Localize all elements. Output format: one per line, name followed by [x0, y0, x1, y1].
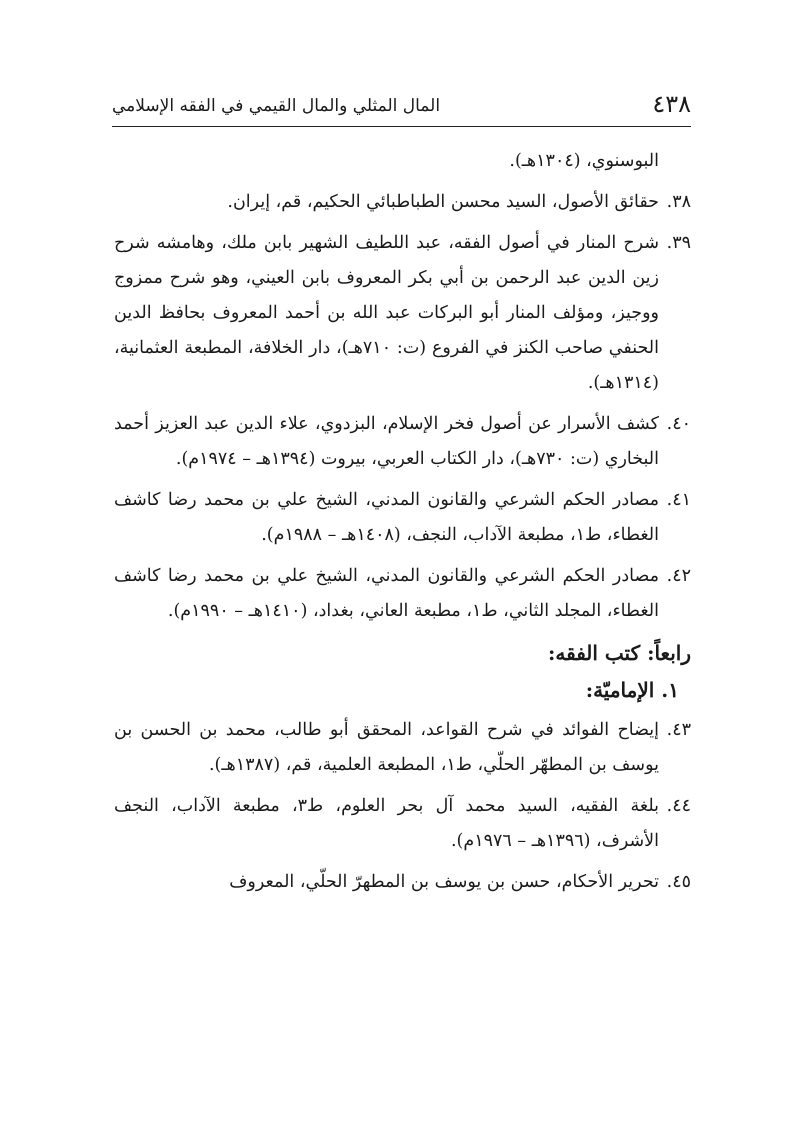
entry-number: ٣٨.	[666, 192, 691, 212]
entry-number: ٤٤.	[666, 796, 691, 816]
page-number: ٤٣٨	[652, 90, 691, 118]
running-title: المال المثلي والمال القيمي في الفقه الإسلامي	[112, 96, 441, 116]
entry-number: ٤٣.	[666, 720, 691, 740]
entry-text: حقائق الأصول، السيد محسن الطباطبائي الحكيم، قم، إيران.	[227, 192, 659, 212]
bibliography-entry	[114, 789, 691, 859]
continuation-text: البوسنوي، (١٣٠٤هـ).	[509, 151, 659, 171]
entry-text: مصادر الحكم الشرعي والقانون المدني، الشيخ علي بن محمد رضا كاشف الغطاء، ط١، مطبعة الآداب، النجف، (١٤٠٨هـ – ١٩٨٨م).	[114, 490, 659, 545]
entry-text: شرح المنار في أصول الفقه، عبد اللطيف الشهير بابن ملك، وهامشه شرح زين الدين عبد الرحمن بن أبي بكر المعروف بابن العيني، وهو شرح ممزوج ووجيز، ومؤلف المنار أبو البركات عبد الله بن أحمد المعروف بحافظ الدين الحنفي صاحب الكنز في الفروع (ت: ٧١٠هـ)، دار الخلافة، المطبعة العثمانية، (١٣١٤هـ).	[114, 233, 659, 393]
entry-number: ٤١.	[666, 490, 691, 510]
entry-text: إيضاح الفوائد في شرح القواعد، المحقق أبو طالب، محمد بن الحسن بن يوسف بن المطهّر الحلّي، ط١، المطبعة العلمية، قم، (١٣٨٧هـ).	[114, 720, 659, 775]
section-heading: رابعاً: كتب الفقه:	[547, 641, 691, 665]
header-rule	[112, 126, 691, 127]
entry-text: تحرير الأحكام، حسن بن يوسف بن المطهرّ الحلّي، المعروف	[229, 872, 659, 892]
entry-text: مصادر الحكم الشرعي والقانون المدني، الشيخ علي بن محمد رضا كاشف الغطاء، المجلد الثاني، ط١، مطبعة العاني، بغداد، (١٤١٠هـ – ١٩٩٠م).	[114, 566, 659, 621]
bibliography-entry	[114, 226, 691, 401]
bibliography-entry	[114, 185, 691, 220]
subsection-heading: ١. الإماميّة:	[585, 678, 679, 702]
entry-text: بلغة الفقيه، السيد محمد آل بحر العلوم، ط٣، مطبعة الآداب، النجف الأشرف، (١٣٩٦هـ – ١٩٧٦م).	[114, 796, 659, 851]
entry-number: ٤٥.	[666, 872, 691, 892]
bibliography-content	[114, 144, 691, 906]
bibliography-entry	[114, 713, 691, 783]
entry-number: ٤٢.	[666, 566, 691, 586]
bibliography-entry	[114, 559, 691, 629]
bibliography-entry	[114, 407, 691, 477]
entry-text: كشف الأسرار عن أصول فخر الإسلام، البزدوي، علاء الدين عبد العزيز أحمد البخاري (ت: ٧٣٠هـ)، دار الكتاب العربي، بيروت (١٣٩٤هـ – ١٩٧٤م).	[114, 414, 659, 469]
entry-number: ٣٩.	[666, 233, 691, 253]
bibliography-entry	[114, 865, 691, 900]
entry-number: ٤٠.	[666, 414, 691, 434]
bibliography-entry	[114, 483, 691, 553]
page-header	[112, 86, 691, 126]
